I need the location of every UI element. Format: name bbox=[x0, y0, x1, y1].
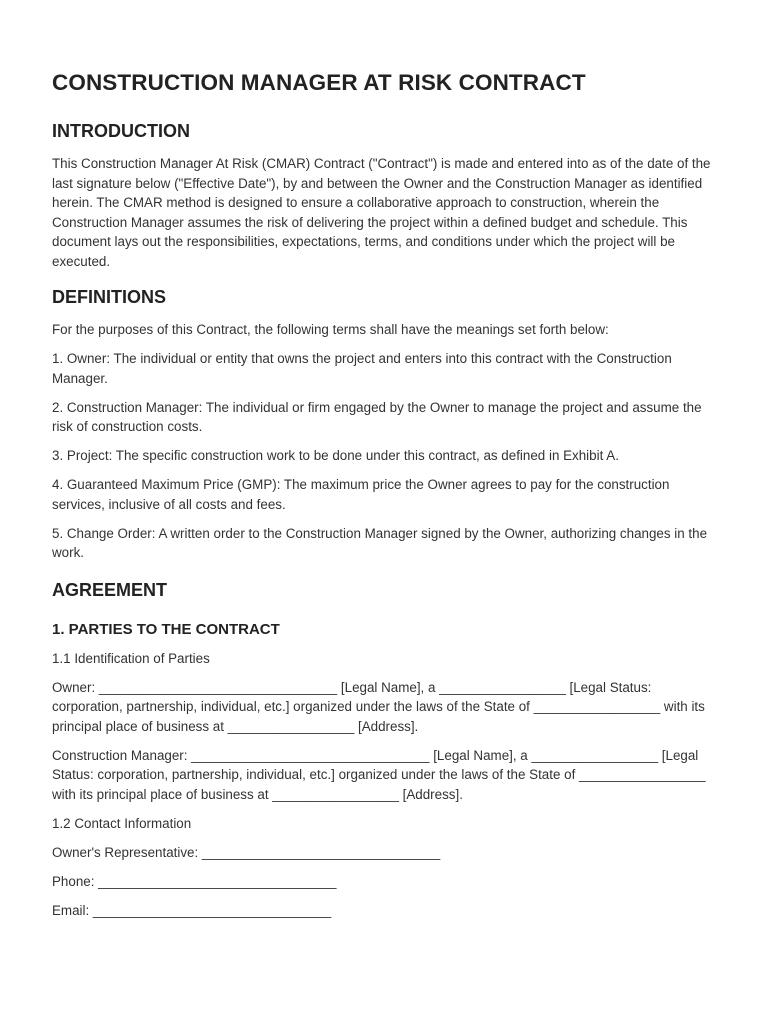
introduction-paragraph: This Construction Manager At Risk (CMAR) Contract ("Contract") is made and entered into as of the date of the last signature below ("Effective Date"), by and between the Owner and the Construction Manager as identified herein. The CMAR method is designed to ensure a collaborative approach to construction, wherein the Construction Manager assumes the risk of delivering the project within a defined budget and schedule. This document lays out the responsibilities, expectations, terms, and conditions under which the project will be executed. bbox=[52, 156, 711, 269]
document-title: CONSTRUCTION MANAGER AT RISK CONTRACT bbox=[52, 70, 586, 95]
identification-heading: 1.1 Identification of Parties bbox=[52, 650, 210, 666]
definition-item: 3. Project: The specific construction work to be done under this contract, as defined in Exhibit A. bbox=[52, 448, 619, 463]
introduction-heading: INTRODUCTION bbox=[52, 121, 190, 141]
definition-item: 4. Guaranteed Maximum Price (GMP): The maximum price the Owner agrees to pay for the construction services, inclusive of all costs and fees. bbox=[52, 477, 670, 512]
owner-representative-line: Owner's Representative: ________________________________ bbox=[52, 844, 441, 860]
email-line: Email: ________________________________ bbox=[52, 902, 332, 918]
introduction-section bbox=[52, 121, 718, 271]
parties-heading: 1. PARTIES TO THE CONTRACT bbox=[52, 620, 280, 638]
agreement-heading: AGREEMENT bbox=[52, 579, 168, 600]
definitions-heading: DEFINITIONS bbox=[52, 287, 167, 307]
definitions-intro: For the purposes of this Contract, the following terms shall have the meanings set forth below: bbox=[52, 322, 609, 337]
definition-item: 2. Construction Manager: The individual or firm engaged by the Owner to manage the project and assume the risk of construction costs. bbox=[52, 399, 702, 434]
definitions-section bbox=[52, 287, 718, 563]
owner-paragraph: Owner: ________________________________ [Legal Name], a _________________ [Legal Status: corporation, partnership, individual, etc.] organized under the laws of the State of _________________ with its principal place of business at _________________ [Address]. bbox=[52, 679, 705, 734]
definition-item: 5. Change Order: A written order to the Construction Manager signed by the Owner, authorizing changes in the work. bbox=[52, 525, 708, 560]
definition-item: 1. Owner: The individual or entity that owns the project and enters into this contract with the Construction Manager. bbox=[52, 351, 672, 386]
contact-heading: 1.2 Contact Information bbox=[52, 815, 192, 831]
agreement-section bbox=[52, 580, 718, 921]
phone-line: Phone: ________________________________ bbox=[52, 873, 337, 889]
construction-manager-paragraph: Construction Manager: ________________________________ [Legal Name], a _________________ [Legal Status: corporation, partnership, individual, etc.] organized under the laws of the State of _________________ with its principal place of business at _________________ [Address]. bbox=[52, 747, 706, 802]
parties-subsection bbox=[52, 621, 718, 921]
